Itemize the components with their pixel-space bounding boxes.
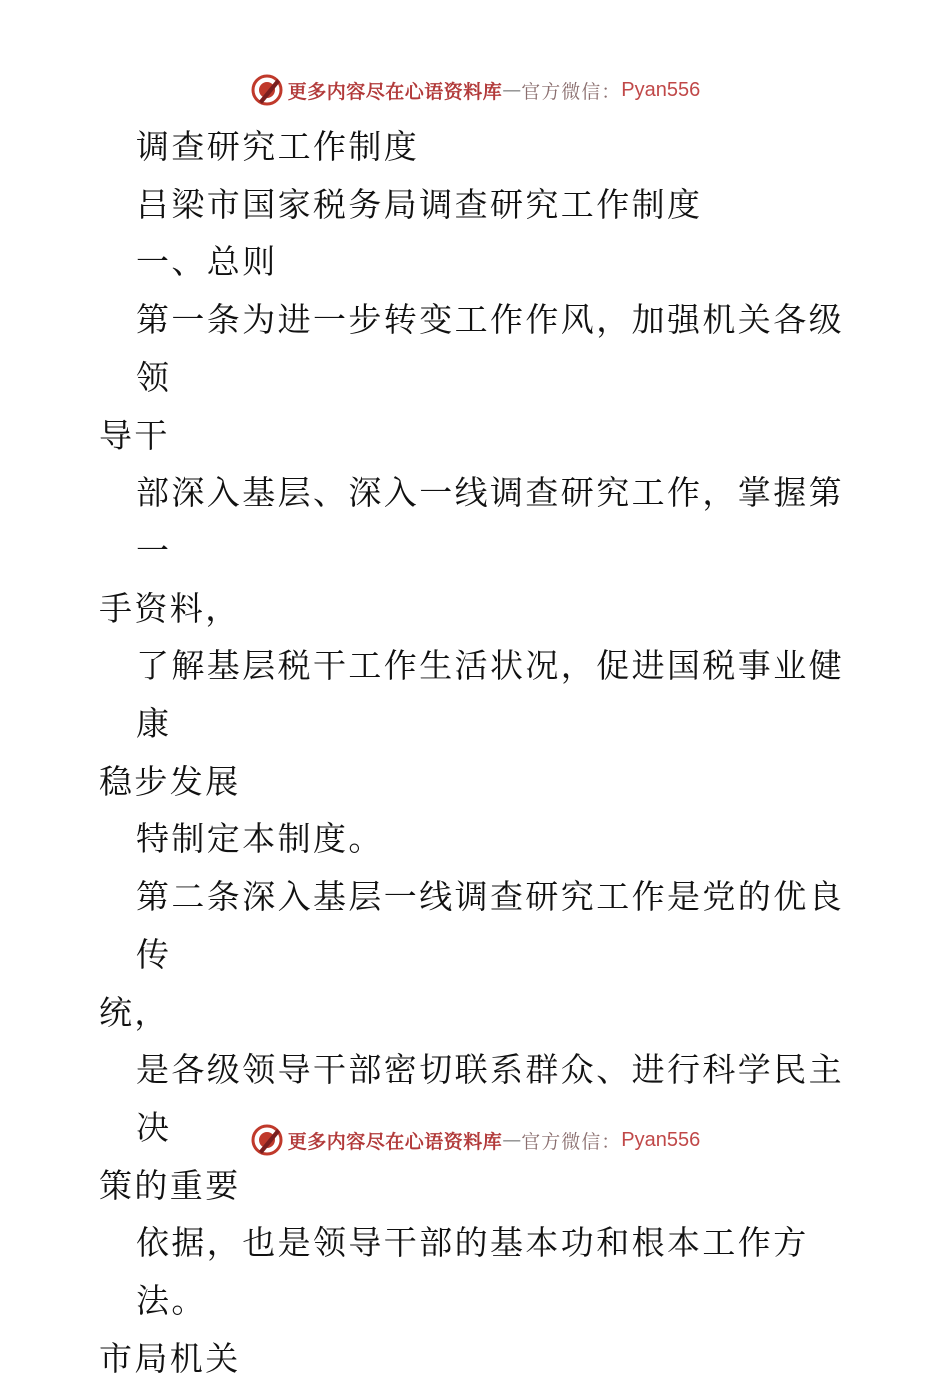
banner-wechat-id: Pyan556: [621, 78, 701, 101]
document-subtitle: 吕梁市国家税务局调查研究工作制度: [136, 184, 703, 224]
paragraph-line: 特制定本制度。: [136, 819, 384, 859]
paragraph-line: 第一条为进一步转变工作作风，加强机关各级领: [136, 300, 844, 397]
header-banner: [0, 70, 950, 110]
paragraph-line: 是各级领导干部密切联系群众、进行科学民主决: [136, 1050, 844, 1147]
paragraph-line: 了解基层税干工作生活状况，促进国税事业健康: [136, 646, 844, 744]
banner-dash: —: [502, 79, 522, 101]
paragraph-line: 统，: [99, 992, 170, 1032]
paragraph-line: 部深入基层、深入一线调查研究工作，掌握第一: [136, 473, 844, 570]
document-body: [99, 118, 859, 1387]
document-title: 调查研究工作制度: [136, 127, 420, 166]
banner-wechat-label: 官方微信：: [521, 1130, 622, 1153]
paragraph-line: 第二条深入基层一线调查研究工作是党的优良传: [136, 877, 844, 974]
banner-wechat-id: Pyan556: [621, 1128, 701, 1151]
pen-logo-icon: [250, 1123, 284, 1157]
paragraph-line: 稳步发展: [99, 761, 241, 801]
paragraph-line: 手资料，: [99, 588, 241, 628]
footer-banner: [0, 1120, 950, 1160]
paragraph-line: 策的重要: [99, 1165, 241, 1205]
banner-library-text: 更多内容尽在心语资料库: [287, 1130, 503, 1153]
paragraph-line: 市局机关: [99, 1338, 241, 1378]
paragraph-line: 依据，也是领导干部的基本功和根本工作方法。: [136, 1223, 809, 1321]
banner-library-text: 更多内容尽在心语资料库: [287, 80, 503, 103]
section-heading: 一、总则: [136, 242, 278, 282]
pen-logo-icon: [250, 73, 284, 107]
banner-wechat-label: 官方微信：: [521, 80, 622, 103]
banner-dash: —: [502, 1129, 522, 1151]
paragraph-line: 导干: [99, 415, 170, 455]
